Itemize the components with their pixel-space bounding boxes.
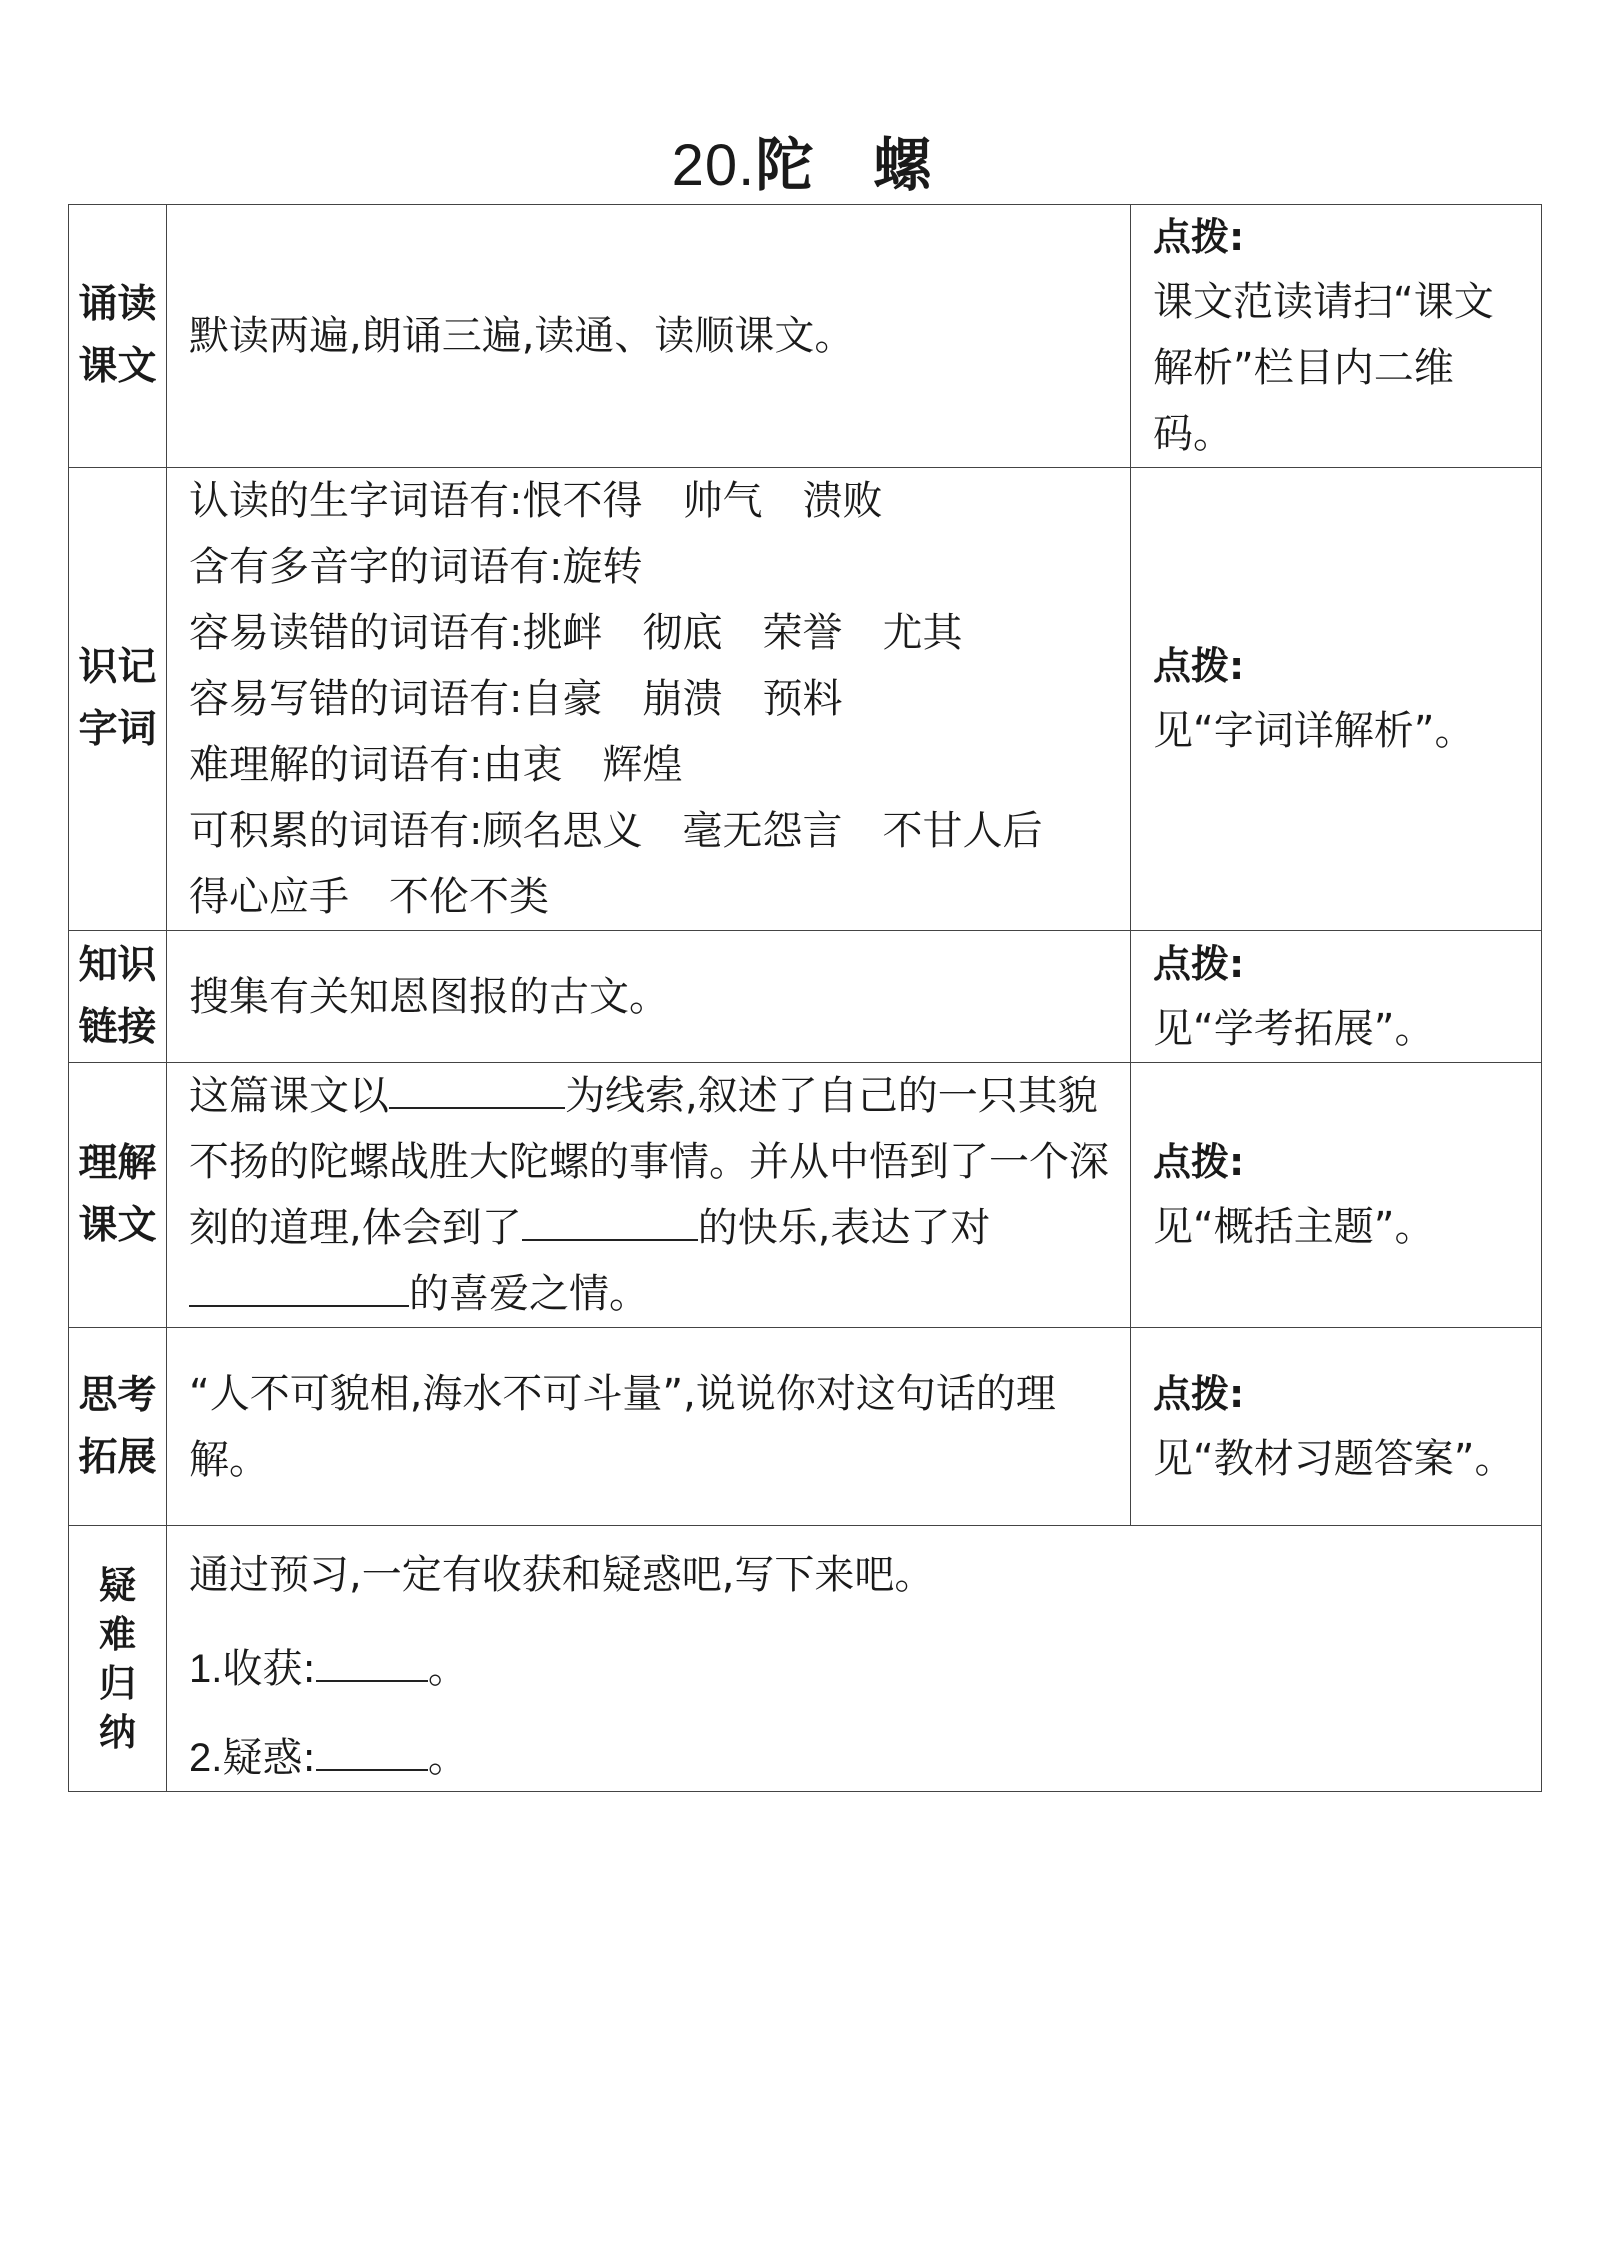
table-row <box>69 468 1542 931</box>
item-number: 1. <box>189 1647 223 1691</box>
answer-blank[interactable] <box>389 1063 565 1109</box>
item-label: 收获: <box>222 1646 316 1692</box>
row-label: 识记字词 <box>78 645 157 752</box>
fill-text: 的快乐,表达了对 <box>697 1205 991 1251</box>
content-cell <box>167 1526 1542 1792</box>
answer-blank[interactable] <box>316 1636 428 1682</box>
tip-title: 点拨: <box>1153 1140 1245 1184</box>
table-row <box>69 1526 1542 1792</box>
tip-text: 见“学考拓展”。 <box>1153 1005 1435 1052</box>
list-item <box>167 1725 1541 1786</box>
tip-text: 见“教材习题答案”。 <box>1153 1435 1515 1482</box>
item-suffix: 。 <box>427 1735 468 1781</box>
tip-text: 见“概括主题”。 <box>1153 1204 1435 1250</box>
content-line: “人不可貌相,海水不可斗量”,说说你对这句话的理解。 <box>189 1370 1056 1483</box>
tip-cell <box>1131 468 1542 931</box>
list-item <box>167 1636 1541 1697</box>
page-title <box>0 118 1604 202</box>
tip-cell <box>1131 205 1542 468</box>
row-label: 疑难归纳 <box>99 1563 136 1754</box>
fill-text: 这篇课文以 <box>189 1073 389 1119</box>
tip-cell <box>1131 1328 1542 1526</box>
content-line: 默读两遍,朗诵三遍,读通、读顺课文。 <box>189 313 855 359</box>
row-label: 理解课文 <box>78 1141 157 1248</box>
content-line: 通过预习,一定有收获和疑惑吧,写下来吧。 <box>189 1552 935 1598</box>
row-label-cell <box>69 931 167 1063</box>
tip-title: 点拨: <box>1153 941 1245 986</box>
tip-title: 点拨: <box>1153 1371 1245 1416</box>
row-label: 诵读课文 <box>78 282 157 389</box>
tip-text: 课文范读请扫“课文解析”栏目内二维码。 <box>1153 279 1494 457</box>
row-label-cell <box>69 1328 167 1526</box>
item-suffix: 。 <box>427 1646 468 1692</box>
table-row <box>69 205 1542 468</box>
content-cell <box>167 205 1131 468</box>
tip-cell <box>1131 931 1542 1063</box>
content-cell <box>167 468 1131 931</box>
content-cell <box>167 1328 1131 1526</box>
fill-text: 的喜爱之情。 <box>409 1271 649 1317</box>
tip-title: 点拨: <box>1153 644 1245 688</box>
tip-title: 点拨: <box>1153 215 1245 259</box>
lesson-title: 陀 螺 <box>755 131 933 199</box>
answer-blank[interactable] <box>189 1261 409 1307</box>
fill-in-paragraph <box>167 1063 1130 1327</box>
answer-blank[interactable] <box>522 1195 698 1241</box>
preview-table <box>68 204 1542 1792</box>
item-number: 2. <box>189 1736 223 1780</box>
content-line: 含有多音字的词语有:旋转 <box>189 544 643 590</box>
item-label: 疑惑: <box>222 1735 316 1781</box>
content-cell <box>167 931 1131 1063</box>
content-line: 容易写错的词语有:自豪 崩溃 预料 <box>189 676 843 722</box>
content-line: 搜集有关知恩图报的古文。 <box>189 973 669 1020</box>
row-label: 思考拓展 <box>78 1372 157 1480</box>
row-label-cell <box>69 1526 167 1792</box>
content-line: 容易读错的词语有:挑衅 彻底 荣誉 尤其 <box>189 610 963 656</box>
content-line: 可积累的词语有:顾名思义 毫无怨言 不甘人后 得心应手 不伦不类 <box>189 808 1083 920</box>
content-line: 难理解的词语有:由衷 辉煌 <box>189 742 683 788</box>
row-label-cell <box>69 1063 167 1328</box>
tip-text: 见“字词详解析”。 <box>1153 708 1475 754</box>
table-row <box>69 1063 1542 1328</box>
table-row <box>69 931 1542 1063</box>
lesson-number: 20. <box>671 133 756 198</box>
row-label: 知识链接 <box>78 942 157 1050</box>
content-cell <box>167 1063 1131 1328</box>
content-line: 认读的生字词语有:恨不得 帅气 溃败 <box>189 478 883 524</box>
fill-text: 为线索,叙述了自己的一只其貌不扬的陀螺战胜大陀螺的事情。并从中悟到了一个深刻的道理,体会到了 <box>189 1073 1109 1251</box>
table-row <box>69 1328 1542 1526</box>
row-label-cell <box>69 468 167 931</box>
answer-blank[interactable] <box>316 1725 428 1771</box>
row-label-cell <box>69 205 167 468</box>
tip-cell <box>1131 1063 1542 1328</box>
